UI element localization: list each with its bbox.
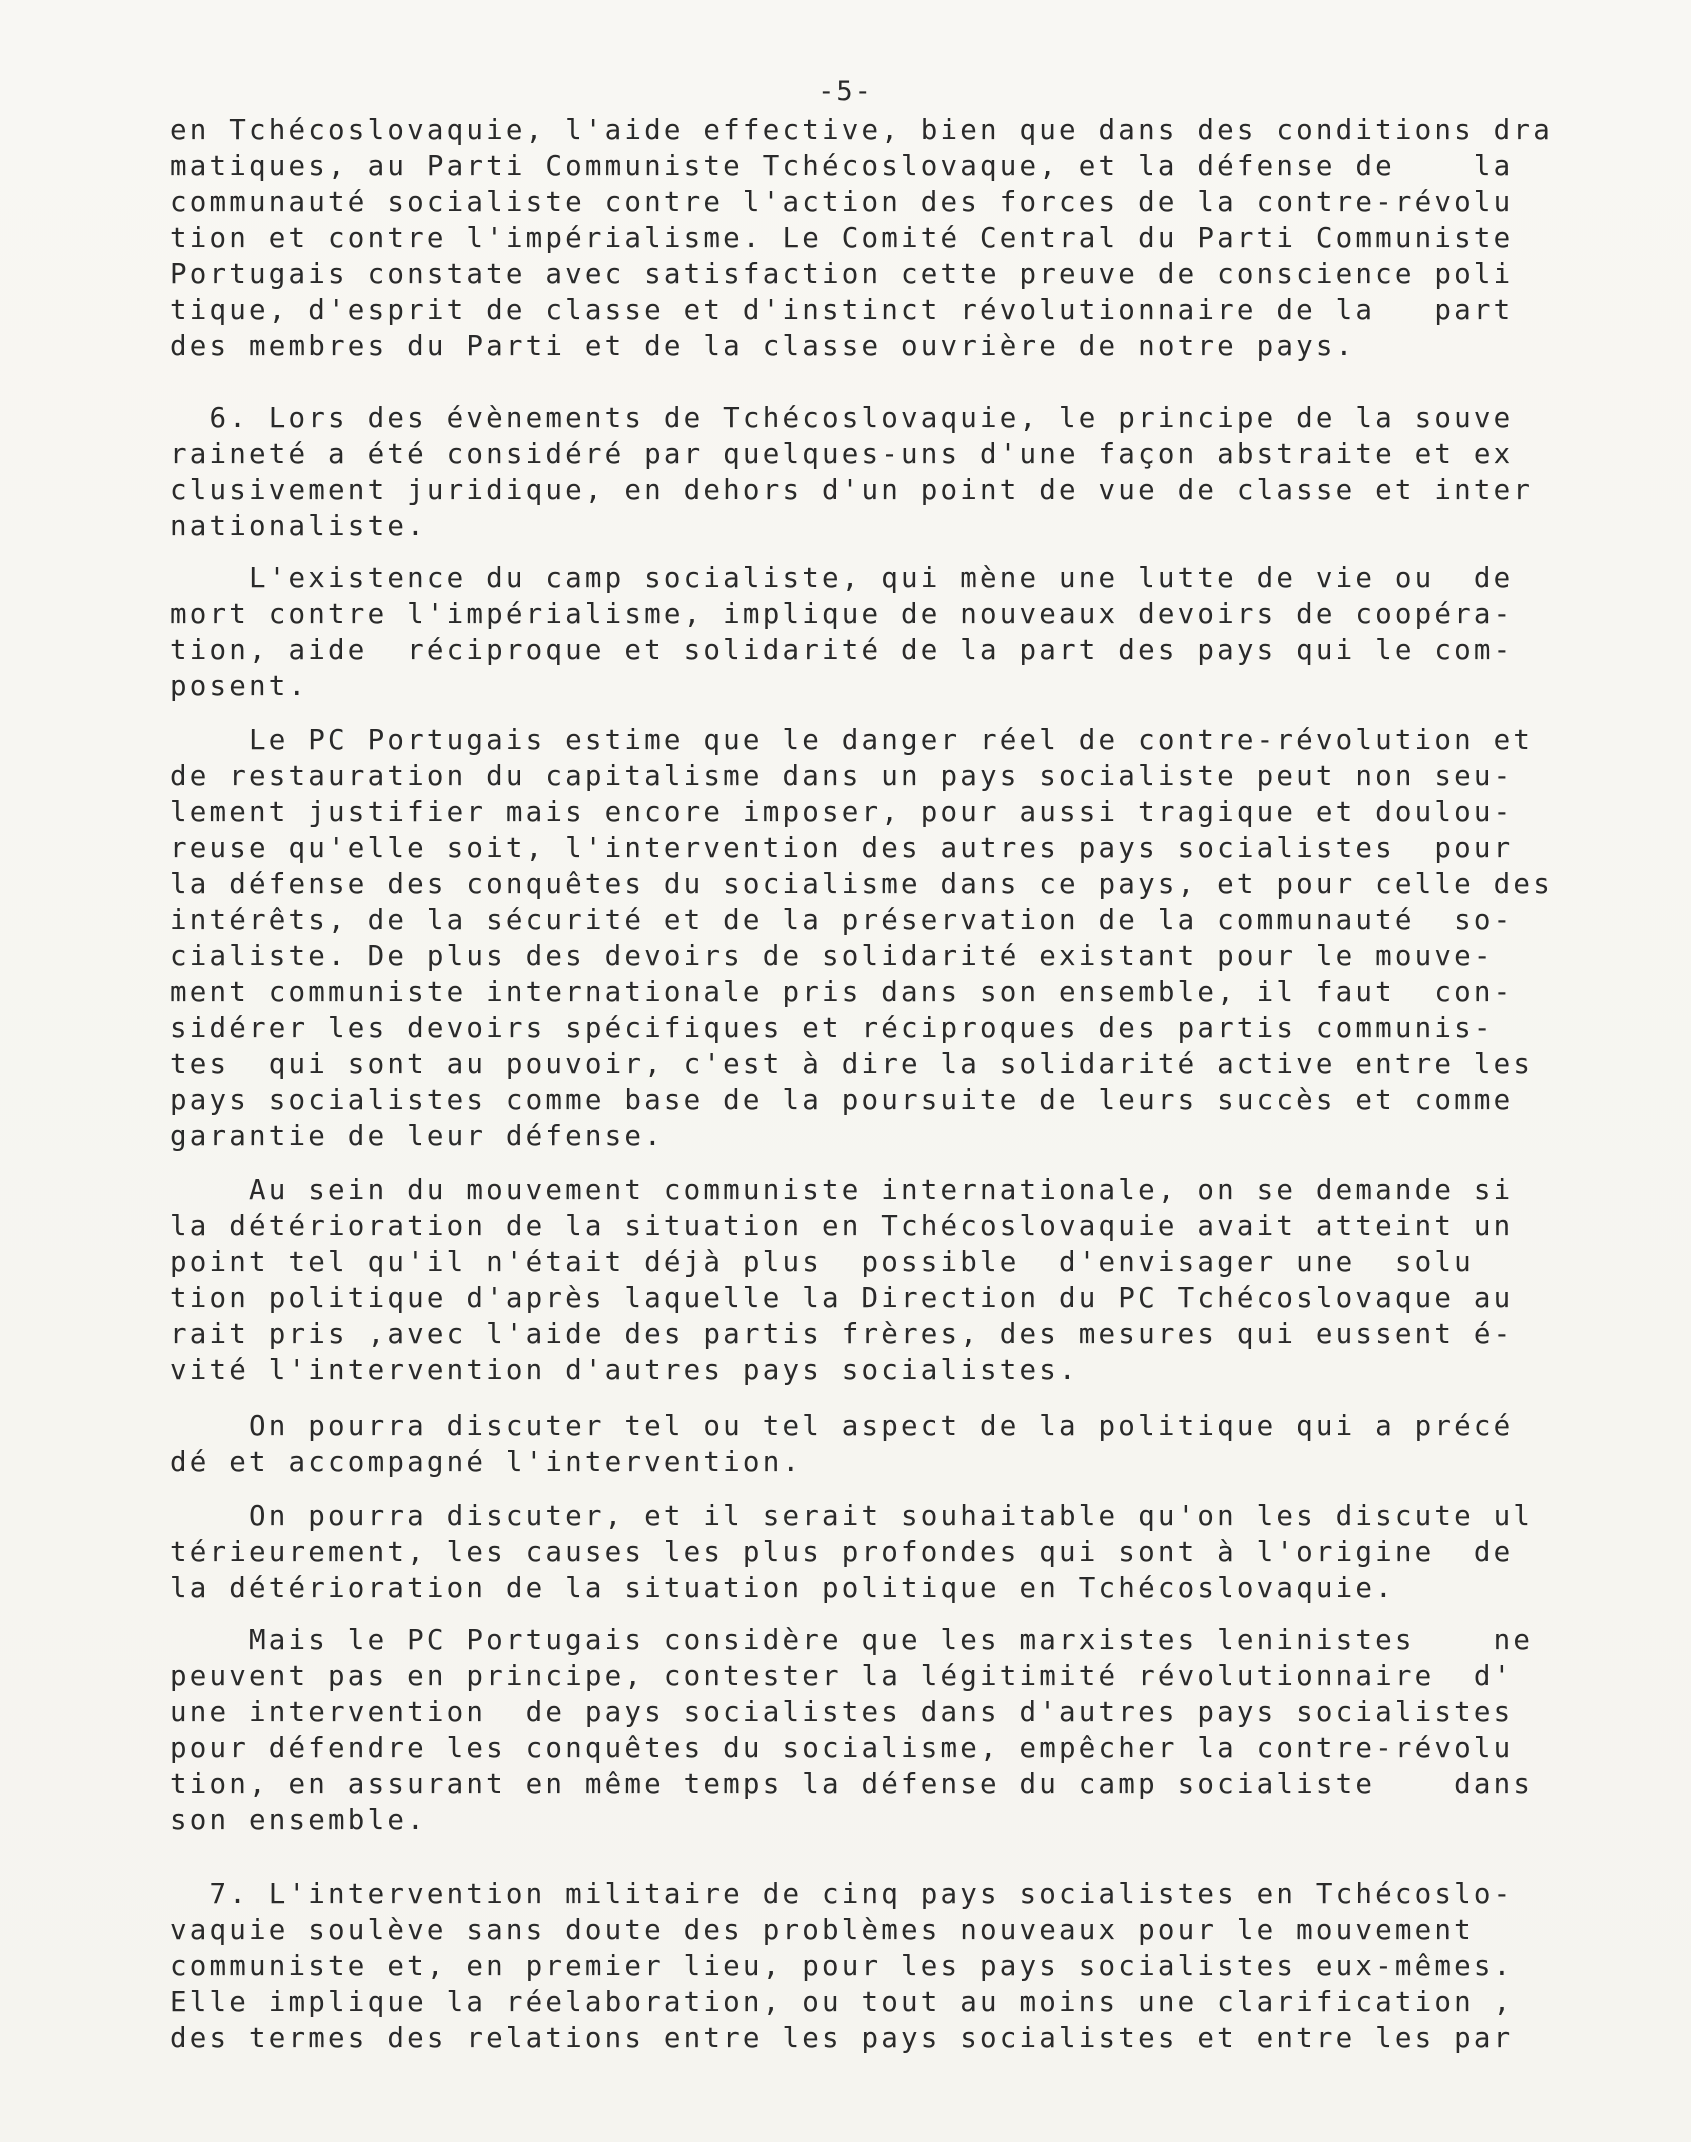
- text-line: On pourra discuter tel ou tel aspect de la politique qui a précé: [170, 1410, 1514, 1442]
- text-line: Au sein du mouvement communiste internationale, on se demande si: [170, 1174, 1514, 1206]
- text-line: une intervention de pays socialistes dans d'autres pays socialistes: [170, 1696, 1514, 1728]
- text-line: vité l'intervention d'autres pays socialistes.: [170, 1354, 1079, 1386]
- text-line: la détérioration de la situation politique en Tchécoslovaquie.: [170, 1572, 1395, 1604]
- text-line: mort contre l'impérialisme, implique de nouveaux devoirs de coopéra-: [170, 598, 1514, 630]
- text-line: garantie de leur défense.: [170, 1120, 664, 1152]
- text-line: la défense des conquêtes du socialisme dans ce pays, et pour celle des: [170, 868, 1553, 900]
- text-line: térieurement, les causes les plus profondes qui sont à l'origine de: [170, 1536, 1514, 1568]
- text-line: tique, d'esprit de classe et d'instinct révolutionnaire de la part: [170, 294, 1514, 326]
- paragraph-3: [170, 560, 1565, 704]
- text-line: posent.: [170, 670, 309, 702]
- paragraph-6: [170, 1408, 1565, 1480]
- paragraph-2: [170, 400, 1565, 544]
- text-line: tes qui sont au pouvoir, c'est à dire la solidarité active entre les: [170, 1048, 1534, 1080]
- text-line: Portugais constate avec satisfaction cette preuve de conscience poli: [170, 258, 1514, 290]
- page-number: -5-: [818, 76, 873, 107]
- text-line: Mais le PC Portugais considère que les marxistes leninistes ne: [170, 1624, 1534, 1656]
- text-line: communiste et, en premier lieu, pour les pays socialistes eux-mêmes.: [170, 1950, 1514, 1982]
- text-line: L'existence du camp socialiste, qui mène une lutte de vie ou de: [170, 562, 1514, 594]
- text-line: son ensemble.: [170, 1804, 427, 1836]
- text-line: tion, aide réciproque et solidarité de la part des pays qui le com-: [170, 634, 1514, 666]
- text-line: cialiste. De plus des devoirs de solidarité existant pour le mouve-: [170, 940, 1494, 972]
- text-line: pays socialistes comme base de la poursuite de leurs succès et comme: [170, 1084, 1514, 1116]
- text-line: tion politique d'après laquelle la Direction du PC Tchécoslovaque au: [170, 1282, 1514, 1314]
- text-line: de restauration du capitalisme dans un pays socialiste peut non seu-: [170, 760, 1514, 792]
- text-line: 7. L'intervention militaire de cinq pays socialistes en Tchécoslo-: [170, 1878, 1514, 1910]
- text-line: des membres du Parti et de la classe ouvrière de notre pays.: [170, 330, 1356, 362]
- text-line: nationaliste.: [170, 510, 427, 542]
- text-line: intérêts, de la sécurité et de la préservation de la communauté so-: [170, 904, 1514, 936]
- text-line: lement justifier mais encore imposer, pour aussi tragique et doulou-: [170, 796, 1514, 828]
- text-line: communauté socialiste contre l'action des forces de la contre-révolu: [170, 186, 1514, 218]
- text-line: peuvent pas en principe, contester la légitimité révolutionnaire d': [170, 1660, 1514, 1692]
- text-line: rait pris ,avec l'aide des partis frères, des mesures qui eussent é-: [170, 1318, 1514, 1350]
- text-line: Le PC Portugais estime que le danger réel de contre-révolution et: [170, 724, 1534, 756]
- paragraph-7: [170, 1498, 1565, 1606]
- text-line: point tel qu'il n'était déjà plus possible d'envisager une solu: [170, 1246, 1474, 1278]
- text-line: On pourra discuter, et il serait souhaitable qu'on les discute ul: [170, 1500, 1534, 1532]
- paragraph-9: [170, 1876, 1565, 2056]
- text-line: clusivement juridique, en dehors d'un point de vue de classe et inter: [170, 474, 1534, 506]
- paragraph-8: [170, 1622, 1565, 1838]
- text-line: tion et contre l'impérialisme. Le Comité Central du Parti Communiste: [170, 222, 1514, 254]
- text-line: sidérer les devoirs spécifiques et réciproques des partis communis-: [170, 1012, 1494, 1044]
- text-line: pour défendre les conquêtes du socialisme, empêcher la contre-révolu: [170, 1732, 1514, 1764]
- text-line: ment communiste internationale pris dans son ensemble, il faut con-: [170, 976, 1514, 1008]
- text-line: la détérioration de la situation en Tchécoslovaquie avait atteint un: [170, 1210, 1514, 1242]
- text-line: en Tchécoslovaquie, l'aide effective, bien que dans des conditions dra: [170, 114, 1553, 146]
- text-line: vaquie soulève sans doute des problèmes nouveaux pour le mouvement: [170, 1914, 1474, 1946]
- paragraph-5: [170, 1172, 1565, 1388]
- text-line: raineté a été considéré par quelques-uns d'une façon abstraite et ex: [170, 438, 1514, 470]
- paragraph-4: [170, 722, 1565, 1154]
- text-line: matiques, au Parti Communiste Tchécoslovaque, et la défense de la: [170, 150, 1514, 182]
- text-line: reuse qu'elle soit, l'intervention des autres pays socialistes pour: [170, 832, 1514, 864]
- text-line: Elle implique la réelaboration, ou tout au moins une clarification ,: [170, 1986, 1514, 2018]
- text-line: 6. Lors des évènements de Tchécoslovaquie, le principe de la souve: [170, 402, 1514, 434]
- text-line: des termes des relations entre les pays socialistes et entre les par: [170, 2022, 1514, 2054]
- paragraph-1: [170, 112, 1565, 364]
- text-line: dé et accompagné l'intervention.: [170, 1446, 803, 1478]
- text-line: tion, en assurant en même temps la défense du camp socialiste dans: [170, 1768, 1534, 1800]
